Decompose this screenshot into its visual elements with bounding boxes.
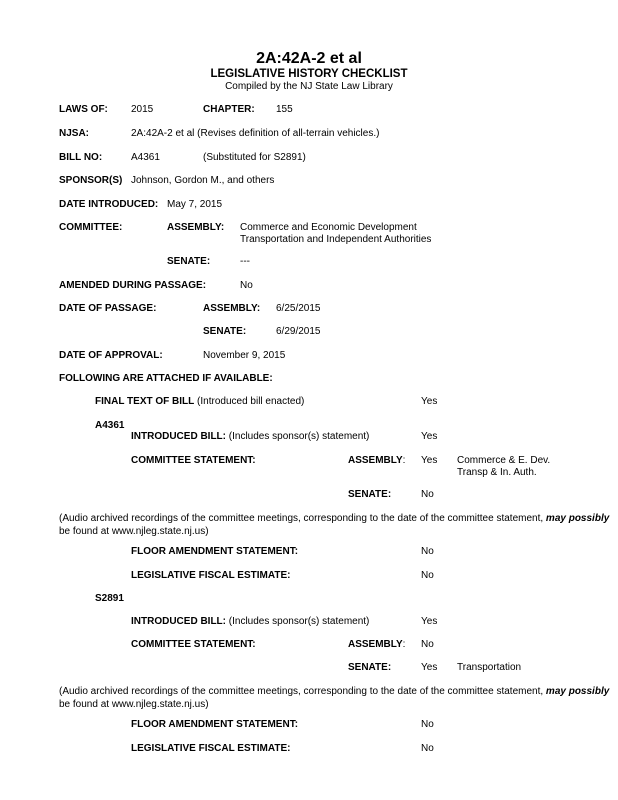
committee-assembly-line2: Transportation and Independent Authorities xyxy=(240,234,432,245)
amended-label: AMENDED DURING PASSAGE: xyxy=(59,280,207,291)
a4361-senate-value: No xyxy=(421,489,434,500)
final-text-note: (Introduced bill enacted) xyxy=(194,396,305,407)
date-of-passage-label: DATE OF PASSAGE: xyxy=(59,303,157,314)
amended-value: No xyxy=(240,280,253,291)
a4361-introduced-row xyxy=(131,431,369,443)
passage-senate-value: 6/29/2015 xyxy=(276,326,321,337)
a4361-assembly-label: ASSEMBLY xyxy=(348,455,403,466)
s2891-fiscal-estimate-label: LEGISLATIVE FISCAL ESTIMATE: xyxy=(131,743,291,754)
final-text-value: Yes xyxy=(421,396,438,407)
committee-senate-value: --- xyxy=(240,256,250,267)
a4361-bill-heading: A4361 xyxy=(95,420,125,431)
committee-senate-label: SENATE: xyxy=(167,256,211,267)
njsa-value: 2A:42A-2 et al (Revises definition of all-terrain vehicles.) xyxy=(131,128,380,139)
s2891-fiscal-estimate-value: No xyxy=(421,743,434,754)
committee-label: COMMITTEE: xyxy=(59,222,123,233)
s2891-floor-amendment-label: FLOOR AMENDMENT STATEMENT: xyxy=(131,719,299,730)
s2891-assembly-row xyxy=(348,639,405,651)
date-introduced-value: May 7, 2015 xyxy=(167,199,223,210)
bill-no-label: BILL NO: xyxy=(59,152,103,163)
date-of-approval-value: November 9, 2015 xyxy=(203,350,286,361)
a4361-introduced-label: INTRODUCED BILL: xyxy=(131,431,226,442)
s2891-senate-value: Yes xyxy=(421,662,438,673)
njsa-label: NJSA: xyxy=(59,128,90,139)
s2891-introduced-note: (Includes sponsor(s) statement) xyxy=(226,616,370,627)
a4361-senate-label: SENATE: xyxy=(348,489,392,500)
a4361-assembly-value: Yes xyxy=(421,455,438,466)
laws-of-label: LAWS OF: xyxy=(59,104,108,115)
a4361-introduced-value: Yes xyxy=(421,431,438,442)
bill-no-value: A4361 xyxy=(131,152,160,163)
s2891-audio-note xyxy=(59,685,610,711)
s2891-bill-heading: S2891 xyxy=(95,593,124,604)
s2891-audio-note-text: (Audio archived recordings of the committee meetings, corresponding to the date of the committee statement, xyxy=(59,686,546,697)
date-introduced-label: DATE INTRODUCED: xyxy=(59,199,159,210)
passage-assembly-label: ASSEMBLY: xyxy=(203,303,261,314)
s2891-introduced-value: Yes xyxy=(421,616,438,627)
a4361-committee-statement-label: COMMITTEE STATEMENT: xyxy=(131,455,256,466)
a4361-audio-note-line2: be found at www.njleg.state.nj.us) xyxy=(59,526,209,537)
page-subtitle: LEGISLATIVE HISTORY CHECKLIST xyxy=(210,68,408,80)
following-attached-heading: FOLLOWING ARE ATTACHED IF AVAILABLE: xyxy=(59,373,273,384)
s2891-floor-amendment-value: No xyxy=(421,719,434,730)
a4361-fiscal-estimate-value: No xyxy=(421,570,434,581)
a4361-assembly-committee-line2: Transp & In. Auth. xyxy=(457,467,537,478)
a4361-floor-amendment-label: FLOOR AMENDMENT STATEMENT: xyxy=(131,546,299,557)
a4361-assembly-committee-line1: Commerce & E. Dev. xyxy=(457,455,551,466)
chapter-value: 155 xyxy=(276,104,293,115)
a4361-introduced-note: (Includes sponsor(s) statement) xyxy=(226,431,370,442)
s2891-assembly-colon: : xyxy=(402,639,406,650)
page-title: 2A:42A-2 et al xyxy=(256,50,362,67)
bill-no-note: (Substituted for S2891) xyxy=(203,152,306,163)
s2891-audio-note-emphasis: may possibly xyxy=(545,686,610,697)
chapter-label: CHAPTER: xyxy=(203,104,255,115)
a4361-audio-note-text: (Audio archived recordings of the committee meetings, corresponding to the date of the committee statement, xyxy=(59,513,546,524)
laws-of-value: 2015 xyxy=(131,104,154,115)
committee-assembly-line1: Commerce and Economic Development xyxy=(240,222,417,233)
s2891-introduced-label: INTRODUCED BILL: xyxy=(131,616,226,627)
a4361-audio-note xyxy=(59,512,610,538)
a4361-fiscal-estimate-label: LEGISLATIVE FISCAL ESTIMATE: xyxy=(131,570,291,581)
s2891-assembly-label: ASSEMBLY xyxy=(348,639,403,650)
s2891-audio-note-line2: be found at www.njleg.state.nj.us) xyxy=(59,699,209,710)
passage-assembly-value: 6/25/2015 xyxy=(276,303,321,314)
sponsors-value: Johnson, Gordon M., and others xyxy=(131,175,275,186)
a4361-assembly-row xyxy=(348,455,405,467)
final-text-row xyxy=(95,396,304,408)
committee-assembly-label: ASSEMBLY: xyxy=(167,222,225,233)
a4361-assembly-colon: : xyxy=(402,455,406,466)
s2891-assembly-value: No xyxy=(421,639,434,650)
passage-senate-label: SENATE: xyxy=(203,326,247,337)
s2891-senate-committee: Transportation xyxy=(457,662,522,673)
s2891-introduced-row xyxy=(131,616,369,628)
a4361-audio-note-emphasis: may possibly xyxy=(545,513,610,524)
a4361-floor-amendment-value: No xyxy=(421,546,434,557)
sponsors-label: SPONSOR(S) xyxy=(59,175,123,186)
compiled-by: Compiled by the NJ State Law Library xyxy=(225,81,393,92)
final-text-label: FINAL TEXT OF BILL xyxy=(95,396,195,407)
date-of-approval-label: DATE OF APPROVAL: xyxy=(59,350,163,361)
s2891-committee-statement-label: COMMITTEE STATEMENT: xyxy=(131,639,256,650)
s2891-senate-label: SENATE: xyxy=(348,662,392,673)
